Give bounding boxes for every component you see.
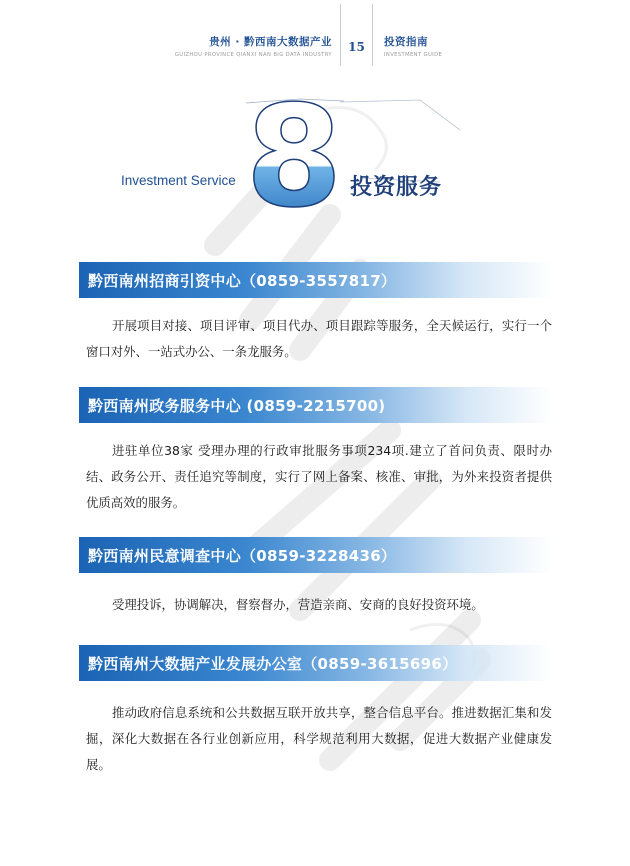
- section-heading-bar: [79, 645, 551, 681]
- section-heading-bar: [79, 387, 551, 423]
- section-heading: 黔西南州大数据产业发展办公室（0859-3615696）: [88, 655, 458, 673]
- header-left: [175, 34, 332, 58]
- section-body: 推动政府信息系统和公共数据互联开放共享，整合信息平台。推进数据汇集和发掘，深化大数据在各行业创新应用，科学规范利用大数据，促进大数据产业健康发展。: [86, 705, 552, 772]
- section-heading-bar: [79, 537, 551, 573]
- header-divider-left: [340, 4, 341, 66]
- chapter-number-graphic: [240, 95, 350, 215]
- section-body: 受理投诉，协调解决，督察督办，营造亲商、安商的良好投资环境。: [112, 597, 484, 612]
- header-section-title: 投资指南: [384, 36, 428, 48]
- section-heading-bar: [79, 262, 551, 298]
- chapter-title-chinese: 投资服务: [350, 174, 443, 200]
- chapter-number: 8: [245, 95, 343, 215]
- chapter-title-english: Investment Service: [121, 173, 236, 188]
- page-header: [0, 0, 630, 70]
- header-section-subtitle: INVESTMENT GUIDE: [384, 52, 443, 58]
- section-heading: 黔西南州民意调查中心（0859-3228436）: [88, 547, 397, 565]
- section-heading: 黔西南州政务服务中心 (0859-2215700): [88, 397, 386, 415]
- section-body: 进驻单位38家 受理办理的行政审批服务事项234项.建立了首问负责、限时办结、政务公开、责任追究等制度，实行了网上备案、核准、审批，为外来投资者提供优质高效的服务。: [86, 443, 552, 510]
- page-number: 15: [348, 40, 365, 54]
- header-publication-subtitle: GUIZHOU PROVINCE QIANXI NAN BIG DATA INDUSTRY: [174, 52, 332, 58]
- section-heading: 黔西南州招商引资中心（0859-3557817）: [88, 272, 397, 290]
- section-body: 开展项目对接、项目评审、项目代办、项目跟踪等服务，全天候运行，实行一个窗口对外、一站式办公、一条龙服务。: [86, 318, 552, 359]
- header-right: [384, 34, 442, 58]
- header-divider-right: [372, 4, 373, 66]
- header-publication-title: 贵州 · 黔西南大数据产业: [209, 36, 332, 48]
